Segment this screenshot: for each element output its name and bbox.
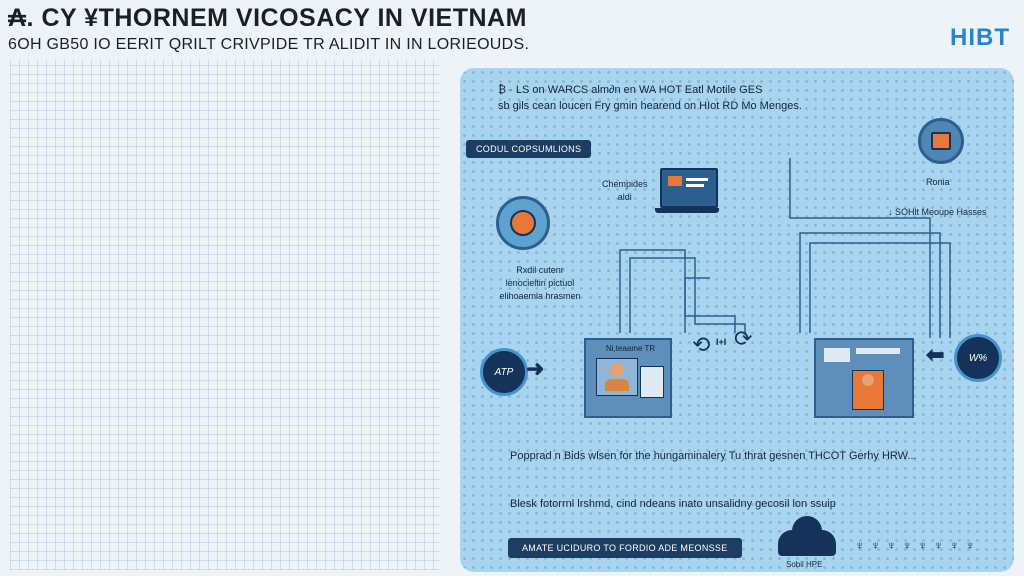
left-caption-line: Rxdil cutenr [516,265,564,275]
sync-chain-icon: ⟲ I+I ⟳ [692,326,753,357]
left-caption-line: elihoaemla hrasmen [499,291,581,301]
right-caption-text: SOHlt Meoupe Hasses [895,207,987,217]
page-title: ₳. CY ¥THORNEM VICOSACY IN VIETNAM [8,4,527,32]
document-icon [640,366,664,398]
stat-badge-right: W% [954,334,1002,382]
intro-line: ₿ · LS on WARCS alm∂n en WA HOT Eatl Motile GES [498,84,763,96]
tag-top: CODUL COPSUMLIONS [466,140,591,158]
stat-badge-left: ATP [480,348,528,396]
intro-line: sb gils cean loucen Fry gmin hearend on HIot RD Mo Menges. [498,100,802,112]
laptop-label-line: aldi [617,192,632,202]
tag-bottom: AMATE UCIDURO TO FORDIO ADE MEONSSE [508,538,742,558]
cloud-label: Sobil HPE [786,560,823,569]
person-avatar [596,358,638,396]
screen-left [584,338,672,418]
down-arrow-icon: ↓ [888,207,896,217]
arrow-left-icon: ⬅ [926,342,945,367]
cloud-icon [778,530,836,556]
connection-nodes-icon: ♆♆♆♆♆♆♆♆ [855,538,981,553]
infographic-panel [460,68,1014,572]
laptop-icon [660,168,719,213]
grid-pattern-background [10,60,440,570]
screen-right [814,338,914,418]
coins-icon [496,196,550,250]
brand-logo: HIBT [950,24,1010,51]
arrow-right-icon: ➜ [526,356,545,381]
right-caption [888,206,987,219]
intro-text [498,82,802,114]
left-caption-line: lenocieltin pictuol [505,278,575,288]
sync-label: I+I [716,337,727,347]
page-subtitle: 6OH GB50 IO EERIT QRILT CRIVPIDE TR ALIDIT IN IN LORIEOUDS. [8,36,530,53]
body-text-line: Blesk fotorrnl lrshmd, cind ndeans inato unsalidny gecosil lon ssuip [510,498,836,510]
person-avatar [852,370,884,410]
security-camera-icon [918,118,964,164]
screen-left-header: Ni,teaame TR [606,344,656,353]
left-caption [490,264,590,303]
laptop-label-line: Chempides [602,179,648,189]
right-top-label: Ronia [926,177,950,187]
body-text-line: Popprad n Bids wlsen for the hungaminalery Tu thrat gesnen THCOT Gerhy HRW... [510,450,917,462]
laptop-label [602,178,648,204]
